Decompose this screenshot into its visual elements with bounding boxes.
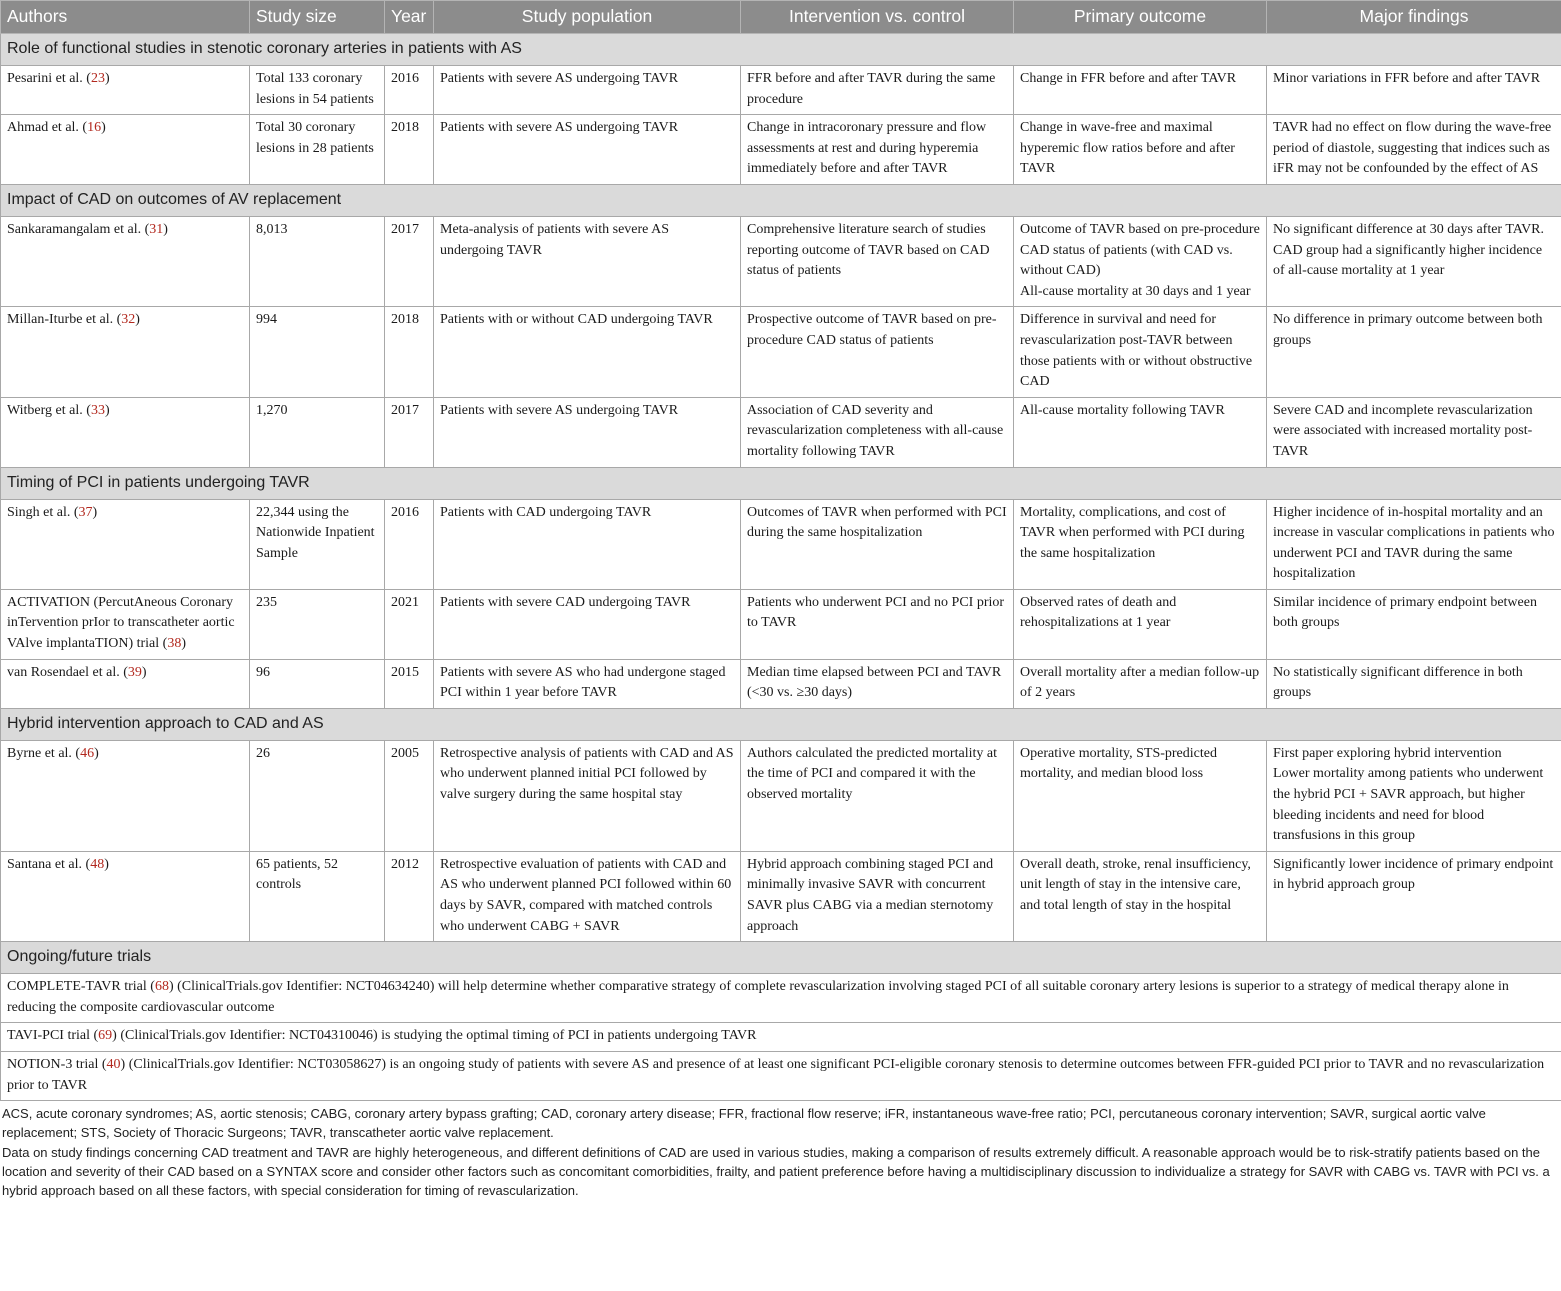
intervention-cell-text: Association of CAD severity and revascularization completeness with all-cause mortality following TAVR (747, 402, 1004, 459)
reference-link[interactable]: 31 (149, 221, 164, 237)
trial-row (1, 974, 1561, 1023)
year-cell-text: 2018 (391, 312, 419, 328)
study-size-cell (250, 66, 385, 115)
reference-link[interactable]: 39 (127, 664, 142, 680)
study-size-cell (250, 397, 385, 467)
reference-link[interactable]: 40 (106, 1056, 121, 1072)
major-findings-cell (1267, 499, 1561, 589)
reference-link[interactable]: 69 (98, 1028, 113, 1044)
section-title: Ongoing/future trials (1, 942, 1561, 974)
table-row (1, 589, 1561, 659)
population-cell-text: Patients with severe AS undergoing TAVR (440, 402, 679, 418)
primary-outcome-cell-text: Difference in survival and need for revascularization post-TAVR between those patients with or without obstructive CAD (1020, 312, 1253, 390)
author-cell (1, 499, 250, 589)
section-title: Hybrid intervention approach to CAD and AS (1, 708, 1561, 740)
primary-outcome-cell-text: All-cause mortality following TAVR (1020, 402, 1225, 418)
population-cell (434, 66, 741, 115)
intervention-cell (741, 740, 1014, 851)
population-cell-text: Retrospective analysis of patients with CAD and AS who underwent planned initial PCI followed by valve surgery during the same hospital stay (440, 745, 734, 803)
population-cell-text: Patients with severe AS who had undergone staged PCI within 1 year before TAVR (440, 664, 726, 701)
col-header-authors: Authors (1, 1, 250, 34)
study-size-cell (250, 740, 385, 851)
author-cell (1, 307, 250, 397)
major-findings-cell (1267, 66, 1561, 115)
section-title: Role of functional studies in stenotic coronary arteries in patients with AS (1, 34, 1561, 66)
trial-row (1, 1023, 1561, 1052)
major-findings-cell (1267, 740, 1561, 851)
primary-outcome-cell (1014, 66, 1267, 115)
study-size-cell-text: 96 (256, 664, 270, 680)
study-size-cell-text: Total 133 coronary lesions in 54 patients (256, 71, 374, 107)
table-row (1, 397, 1561, 467)
primary-outcome-cell-text: Overall mortality after a median follow-up of 2 years (1020, 664, 1260, 701)
author-cell (1, 397, 250, 467)
author-name: Sankaramangalam et al. ( (7, 221, 150, 237)
intervention-cell-text: Comprehensive literature search of studies reporting outcome of TAVR based on CAD status of patients (747, 221, 990, 279)
major-findings-cell (1267, 307, 1561, 397)
author-name: Witberg et al. ( (7, 402, 91, 418)
trial-description (1, 1051, 1561, 1100)
author-name: Ahmad et al. ( (7, 120, 88, 136)
trial-text: ) (ClinicalTrials.gov Identifier: NCT04634240) will help determine whether comparative strategy of complete revascularization involving staged PCI of all suitable coronary artery lesions is superior to a strategy of medical therapy alone in reducing the composite cardiovascular outcome (7, 979, 1509, 1015)
population-cell (434, 499, 741, 589)
author-paren: ) (163, 221, 168, 237)
table-row (1, 740, 1561, 851)
study-size-cell-text: 8,013 (256, 221, 288, 237)
study-size-cell-text: 1,270 (256, 402, 288, 418)
intervention-cell-text: Median time elapsed between PCI and TAVR (<30 vs. ≥30 days) (747, 664, 1002, 701)
table-row (1, 307, 1561, 397)
reference-link[interactable]: 68 (154, 979, 169, 995)
author-cell (1, 115, 250, 185)
study-size-cell-text: 235 (256, 594, 277, 610)
study-size-cell (250, 659, 385, 708)
table-row (1, 216, 1561, 306)
study-size-cell-text: 994 (256, 312, 277, 328)
major-findings-cell (1267, 589, 1561, 659)
table-row (1, 851, 1561, 941)
year-cell-text: 2017 (391, 402, 419, 418)
population-cell-text: Patients with CAD undergoing TAVR (440, 504, 652, 520)
reference-link[interactable]: 16 (87, 120, 102, 136)
primary-outcome-cell (1014, 499, 1267, 589)
section-row (1, 942, 1561, 974)
intervention-cell-text: Prospective outcome of TAVR based on pre-procedure CAD status of patients (747, 312, 997, 348)
major-findings-cell-text: TAVR had no effect on flow during the wave-free period of diastole, suggesting that indices such as iFR may not be confounded by the effect of AS (1273, 120, 1552, 177)
trial-description (1, 974, 1561, 1023)
author-paren: ) (92, 504, 98, 520)
trial-name: COMPLETE-TAVR trial ( (7, 979, 155, 995)
study-size-cell-text: 22,344 using the Nationwide Inpatient Sample (256, 504, 375, 561)
author-paren: ) (135, 312, 140, 328)
year-cell (385, 499, 434, 589)
data-note: Data on study findings concerning CAD treatment and TAVR are highly heterogeneous, and different definitions of CAD are used in various studies, making a comparison of results extremely difficult. A reasonable approach would be to risk-stratify patients based on the location and severity of their CAD based on a SYNTAX score and consider other factors such as concomitant comorbidities, frailty, and patient preference before having a multidisciplinary discussion to individualize a strategy for SAVR with CABG vs. TAVR with PCI vs. a hybrid approach based on all these factors, with special consideration for timing of revascularization. (2, 1144, 1550, 1198)
intervention-cell-text: Patients who underwent PCI and no PCI prior to TAVR (747, 594, 1005, 631)
trial-text: ) (ClinicalTrials.gov Identifier: NCT04310046) is studying the optimal timing of PCI in patients undergoing TAVR (112, 1028, 757, 1044)
trial-description (1, 1023, 1561, 1052)
intervention-cell-text: Outcomes of TAVR when performed with PCI during the same hospitalization (747, 504, 1007, 541)
year-cell (385, 307, 434, 397)
intervention-cell (741, 851, 1014, 941)
year-cell-text: 2021 (391, 594, 419, 610)
major-findings-cell (1267, 659, 1561, 708)
intervention-cell-text: Change in intracoronary pressure and flow assessments at rest and during hyperemia immediately before and after TAVR (747, 120, 987, 177)
header-row (1, 1, 1561, 34)
col-header-primary-outcome: Primary outcome (1014, 1, 1267, 34)
year-cell-text: 2015 (391, 664, 419, 680)
major-findings-cell-text: No difference in primary outcome between both groups (1273, 312, 1543, 348)
primary-outcome-cell-text: Operative mortality, STS-predicted mortality, and median blood loss (1020, 745, 1217, 782)
major-findings-cell-text: Minor variations in FFR before and after TAVR (1273, 71, 1541, 86)
major-findings-cell-text: No significant difference at 30 days after TAVR. CAD group had a significantly higher incidence of all-cause mortality at 1 year (1273, 221, 1545, 279)
table-row (1, 66, 1561, 115)
population-cell (434, 216, 741, 306)
abbreviations-note: ACS, acute coronary syndromes; AS, aortic stenosis; CABG, coronary artery bypass grafting; CAD, coronary artery disease; FFR, fractional flow reserve; iFR, instantaneous wave-free ratio; PCI, percutaneous coronary intervention; SAVR, surgical aortic valve replacement; STS, Society of Thoracic Surgeons; TAVR, transcatheter aortic valve replacement. (2, 1106, 1486, 1141)
author-name: Byrne et al. ( (7, 745, 81, 761)
reference-link[interactable]: 32 (121, 312, 136, 328)
table-body (1, 34, 1561, 1101)
year-cell (385, 397, 434, 467)
population-cell-text: Meta-analysis of patients with severe AS undergoing TAVR (440, 221, 670, 258)
author-name: Pesarini et al. ( (7, 71, 91, 86)
author-name: ACTIVATION (PercutAneous Coronary inTervention prIor to transcatheter aortic VAlve implantaTION) trial ( (7, 594, 235, 652)
author-name: van Rosendael et al. ( (7, 664, 128, 680)
study-size-cell-text: Total 30 coronary lesions in 28 patients (256, 120, 374, 156)
study-size-cell (250, 307, 385, 397)
primary-outcome-cell-text: Change in wave-free and maximal hyperemic flow ratios before and after TAVR (1020, 120, 1235, 177)
table-row (1, 115, 1561, 185)
reference-link[interactable]: 46 (80, 745, 95, 761)
trial-text: ) (ClinicalTrials.gov Identifier: NCT03058627) is an ongoing study of patients with severe AS and presence of at least one significant PCI-eligible coronary stenosis to determine outcomes between FFR-guided PCI prior to TAVR and no revascularization prior to TAVR (7, 1056, 1545, 1093)
intervention-cell (741, 589, 1014, 659)
col-header-intervention: Intervention vs. control (741, 1, 1014, 34)
primary-outcome-cell (1014, 659, 1267, 708)
major-findings-cell (1267, 397, 1561, 467)
author-paren: ) (181, 636, 186, 652)
intervention-cell (741, 499, 1014, 589)
year-cell-text: 2018 (391, 120, 419, 136)
year-cell-text: 2017 (391, 221, 419, 237)
year-cell-text: 2005 (391, 745, 419, 761)
study-size-cell (250, 589, 385, 659)
population-cell-text: Patients with severe AS undergoing TAVR (440, 120, 679, 136)
population-cell-text: Patients with or without CAD undergoing TAVR (440, 312, 713, 328)
population-cell-text: Retrospective evaluation of patients with CAD and AS who underwent planned PCI followed within 60 days by SAVR, compared with matched controls who underwent CABG + SAVR (440, 856, 732, 934)
major-findings-cell-text: Higher incidence of in-hospital mortality and an increase in vascular complications in patients who underwent PCI and TAVR during the same hospitalization (1273, 504, 1555, 582)
author-cell (1, 851, 250, 941)
study-size-cell-text: 65 patients, 52 controls (256, 856, 339, 893)
major-findings-cell-text: Severe CAD and incomplete revascularization were associated with increased mortality post-TAVR (1273, 402, 1533, 459)
trial-row (1, 1051, 1561, 1100)
major-findings-cell-text: No statistically significant difference in both groups (1273, 664, 1523, 701)
table-footnotes (0, 1101, 1561, 1200)
year-cell (385, 216, 434, 306)
author-paren: ) (141, 664, 147, 680)
year-cell (385, 851, 434, 941)
primary-outcome-cell (1014, 115, 1267, 185)
primary-outcome-cell-text: Observed rates of death and rehospitalizations at 1 year (1020, 594, 1177, 631)
reference-link[interactable]: 37 (78, 504, 93, 520)
primary-outcome-cell-text: Change in FFR before and after TAVR (1020, 71, 1237, 86)
major-findings-cell (1267, 216, 1561, 306)
study-size-cell (250, 499, 385, 589)
col-header-major-findings: Major findings (1267, 1, 1561, 34)
year-cell (385, 740, 434, 851)
study-size-cell (250, 115, 385, 185)
year-cell (385, 659, 434, 708)
primary-outcome-cell (1014, 397, 1267, 467)
year-cell-text: 2012 (391, 856, 419, 872)
author-cell (1, 740, 250, 851)
major-findings-cell-text: Significantly lower incidence of primary endpoint in hybrid approach group (1273, 856, 1554, 893)
study-size-cell (250, 216, 385, 306)
population-cell (434, 851, 741, 941)
year-cell-text: 2016 (391, 71, 419, 86)
population-cell-text: Patients with severe CAD undergoing TAVR (440, 594, 691, 610)
section-row (1, 184, 1561, 216)
major-findings-cell-text: Similar incidence of primary endpoint between both groups (1273, 594, 1537, 631)
study-size-cell-text: 26 (256, 745, 270, 761)
population-cell (434, 397, 741, 467)
primary-outcome-cell-text: Overall death, stroke, renal insufficiency, unit length of stay in the intensive care, and total length of stay in the hospital (1020, 856, 1251, 913)
section-title: Timing of PCI in patients undergoing TAVR (1, 467, 1561, 499)
population-cell (434, 307, 741, 397)
intervention-cell (741, 307, 1014, 397)
author-cell (1, 216, 250, 306)
primary-outcome-cell (1014, 851, 1267, 941)
col-header-study-population: Study population (434, 1, 741, 34)
author-paren: ) (94, 745, 99, 761)
year-cell (385, 115, 434, 185)
author-name: Singh et al. ( (7, 504, 79, 520)
reference-link[interactable]: 23 (90, 71, 105, 86)
intervention-cell-text: Hybrid approach combining staged PCI and minimally invasive SAVR with concurrent SAVR plus CABG via a median sternotomy approach (747, 856, 994, 934)
population-cell (434, 589, 741, 659)
author-paren: ) (101, 120, 106, 136)
author-paren: ) (104, 71, 110, 86)
major-findings-cell-text: First paper exploring hybrid intervention (1273, 745, 1502, 761)
population-cell-text: Patients with severe AS undergoing TAVR (440, 71, 679, 86)
author-name: Santana et al. ( (7, 856, 91, 872)
population-cell (434, 740, 741, 851)
primary-outcome-cell (1014, 216, 1267, 306)
author-name: Millan-Iturbe et al. ( (7, 312, 122, 328)
study-size-cell (250, 851, 385, 941)
year-cell-text: 2016 (391, 504, 419, 520)
primary-outcome-cell-text: Outcome of TAVR based on pre-procedure CAD status of patients (with CAD vs. without CAD) (1020, 221, 1260, 279)
reference-link[interactable]: 38 (167, 636, 182, 652)
population-cell (434, 659, 741, 708)
reference-link[interactable]: 48 (90, 856, 105, 872)
author-paren: ) (104, 856, 109, 872)
section-row (1, 467, 1561, 499)
section-row (1, 708, 1561, 740)
table-row (1, 499, 1561, 589)
intervention-cell (741, 115, 1014, 185)
author-cell (1, 659, 250, 708)
table-row (1, 659, 1561, 708)
intervention-cell (741, 66, 1014, 115)
intervention-cell (741, 216, 1014, 306)
primary-outcome-cell-text: Mortality, complications, and cost of TAVR when performed with PCI during the same hospitalization (1020, 504, 1245, 561)
section-title: Impact of CAD on outcomes of AV replacement (1, 184, 1561, 216)
author-cell (1, 66, 250, 115)
year-cell (385, 66, 434, 115)
col-header-year: Year (385, 1, 434, 34)
trial-name: NOTION-3 trial ( (7, 1056, 107, 1072)
major-findings-cell (1267, 851, 1561, 941)
author-cell (1, 589, 250, 659)
author-paren: ) (104, 402, 110, 418)
primary-outcome-cell (1014, 740, 1267, 851)
section-row (1, 34, 1561, 66)
intervention-cell (741, 397, 1014, 467)
intervention-cell-text: FFR before and after TAVR during the same procedure (747, 71, 996, 107)
population-cell (434, 115, 741, 185)
col-header-study-size: Study size (250, 1, 385, 34)
trial-name: TAVI-PCI trial ( (7, 1028, 99, 1044)
year-cell (385, 589, 434, 659)
primary-outcome-cell (1014, 307, 1267, 397)
major-findings-extra: Lower mortality among patients who underwent the hybrid PCI + SAVR approach, but higher bleeding incidents and need for blood transfusions in this group (1273, 766, 1544, 844)
intervention-cell-text: Authors calculated the predicted mortality at the time of PCI and compared it with the observed mortality (747, 745, 997, 803)
major-findings-cell (1267, 115, 1561, 185)
primary-outcome-cell (1014, 589, 1267, 659)
primary-outcome-extra: All-cause mortality at 30 days and 1 year (1020, 283, 1251, 299)
reference-link[interactable]: 33 (90, 402, 105, 418)
intervention-cell (741, 659, 1014, 708)
